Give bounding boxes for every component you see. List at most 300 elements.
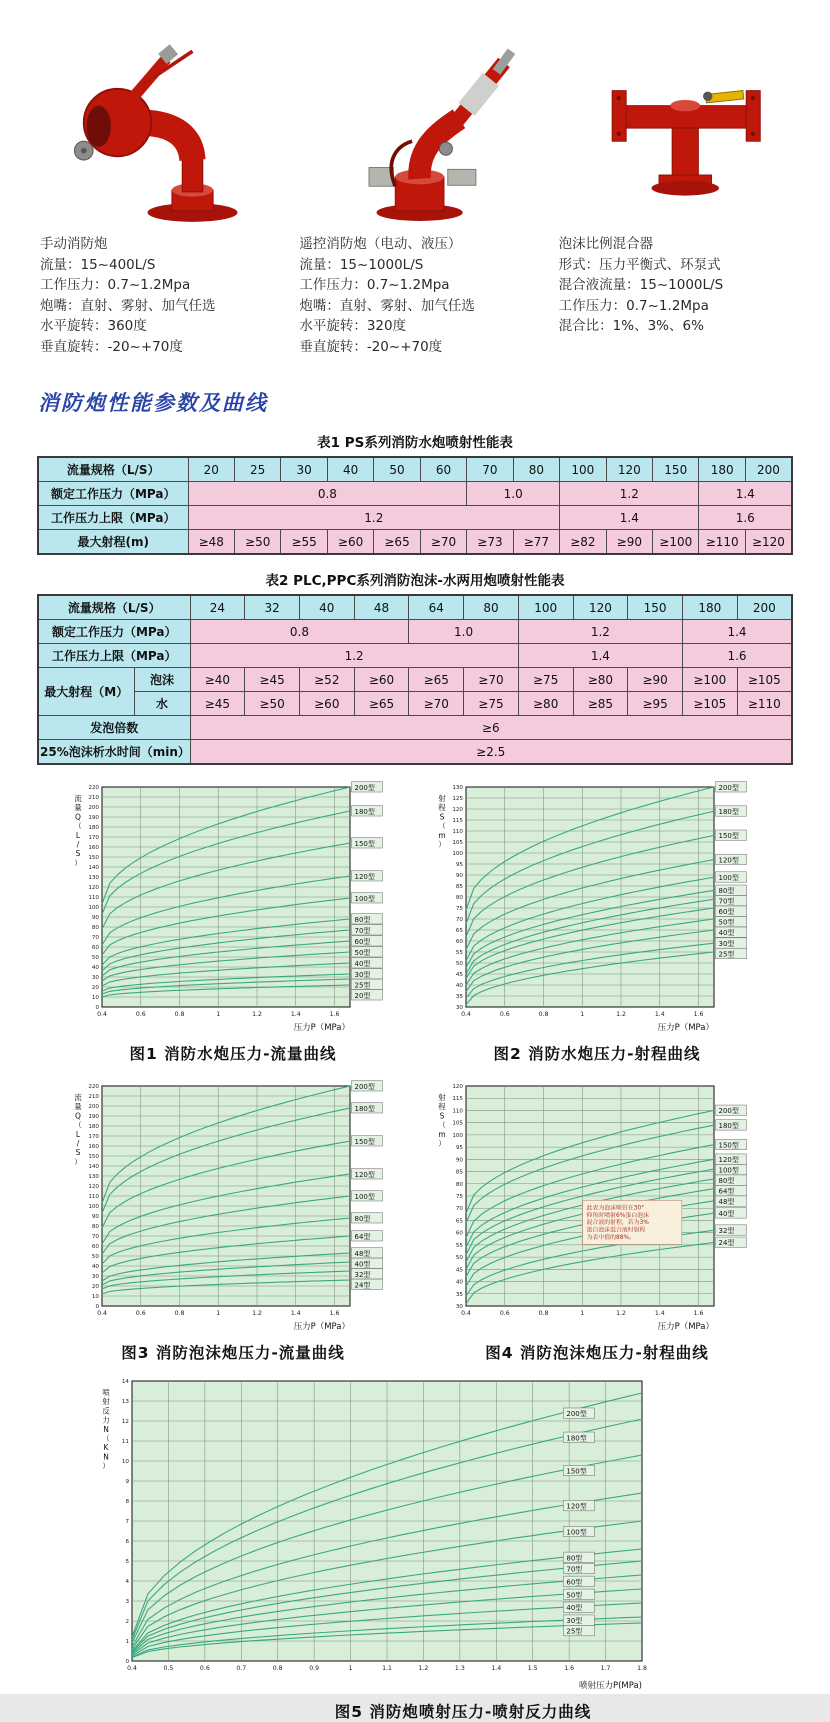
charts-row-1 <box>0 779 830 1064</box>
y-axis-title-char: L <box>75 830 81 840</box>
series-label: 30型 <box>718 940 735 949</box>
value-cell: ≥2.5 <box>190 740 792 765</box>
product-name: 遥控消防炮（电动、液压） <box>299 236 462 252</box>
y-tick-label: 20 <box>91 1284 99 1291</box>
product-spec-line: 流量：15~1000L/S <box>299 256 424 273</box>
series-label: 200型 <box>354 1082 375 1091</box>
value-cell: ≥48 <box>188 530 234 555</box>
y-tick-label: 220 <box>88 1084 99 1091</box>
series-label: 150型 <box>354 1137 375 1146</box>
series-label: 25型 <box>354 981 371 990</box>
series-label: 60型 <box>566 1578 583 1587</box>
series-label: 60型 <box>354 937 371 946</box>
value-cell: 32 <box>245 595 300 620</box>
x-tick-label: 1.2 <box>252 1310 262 1318</box>
y-tick-label: 30 <box>91 1274 99 1281</box>
chart-note-line: 仰角时喷射6%蛋白泡沫 <box>586 1212 649 1219</box>
product-spec-line: 形式：压力平衡式、环泵式 <box>558 256 721 273</box>
series-label: 150型 <box>718 832 739 841</box>
y-tick-label: 85 <box>455 1169 463 1176</box>
value-cell: ≥100 <box>682 668 737 692</box>
x-tick-label: 1.1 <box>382 1665 392 1673</box>
y-axis-title-char: Q <box>75 1111 81 1121</box>
table-row <box>38 482 792 506</box>
y-axis-title-char: ） <box>438 840 446 850</box>
x-tick-label: 1 <box>580 1011 585 1019</box>
product-spec-line: 炮嘴：直射、雾射、加气任选 <box>40 297 216 314</box>
value-cell: ≥70 <box>464 668 519 692</box>
water-monitor-performance-table <box>37 456 793 555</box>
y-tick-label: 3 <box>125 1599 129 1606</box>
y-axis-title-char: N <box>103 1452 109 1462</box>
y-axis-title-char: S <box>439 812 445 822</box>
y-tick-label: 5 <box>125 1559 129 1566</box>
x-tick-label: 1.6 <box>329 1310 340 1318</box>
value-cell: 64 <box>409 595 464 620</box>
y-tick-label: 115 <box>452 818 463 825</box>
y-tick-label: 40 <box>91 965 99 972</box>
series-label: 80型 <box>718 1177 735 1186</box>
value-cell: 100 <box>518 595 573 620</box>
fig3-caption: 图3 消防泡沫炮压力-流量曲线 <box>121 1344 345 1363</box>
value-cell: 120 <box>606 457 652 482</box>
x-tick-label: 1.2 <box>616 1011 626 1019</box>
series-label: 120型 <box>718 1156 739 1165</box>
fig2-plot <box>432 779 762 1037</box>
table-row <box>38 716 792 740</box>
value-cell: 180 <box>682 595 737 620</box>
remote-monitor-image <box>299 22 544 230</box>
x-tick-label: 1 <box>216 1310 221 1318</box>
series-label: 50型 <box>566 1591 583 1600</box>
value-cell: ≥105 <box>737 668 792 692</box>
series-label: 25型 <box>566 1627 583 1636</box>
x-tick-label: 1.5 <box>527 1665 538 1673</box>
y-tick-label: 200 <box>88 805 99 812</box>
x-tick-label: 0.8 <box>538 1310 549 1318</box>
x-tick-label: 1.8 <box>637 1665 647 1673</box>
x-tick-label: 0.6 <box>199 1665 210 1673</box>
row-label-cell: 25%泡沫析水时间（min） <box>38 740 190 765</box>
y-tick-label: 35 <box>455 994 463 1001</box>
value-cell: 48 <box>354 595 409 620</box>
y-tick-label: 75 <box>455 906 463 913</box>
product-spec-line: 工作压力：0.7~1.2Mpa <box>40 277 191 294</box>
y-axis-title-char: 流 <box>74 794 82 804</box>
value-cell: ≥82 <box>560 530 606 555</box>
series-label: 200型 <box>718 1107 739 1116</box>
series-label: 150型 <box>566 1467 587 1476</box>
series-label: 24型 <box>354 1281 371 1290</box>
y-axis-title-char: 量 <box>74 803 82 813</box>
y-tick-label: 80 <box>455 895 463 902</box>
y-tick-label: 70 <box>455 1206 463 1213</box>
y-tick-label: 110 <box>452 829 463 836</box>
x-axis-title: 喷射压力P(MPa) <box>578 1681 642 1692</box>
value-cell: ≥75 <box>464 692 519 716</box>
y-tick-label: 90 <box>91 1214 99 1221</box>
value-cell: ≥110 <box>699 530 745 555</box>
y-axis-title-char: 射 <box>438 1093 446 1103</box>
value-cell: ≥65 <box>409 668 464 692</box>
x-axis-title: 压力P（MPa） <box>293 1322 350 1333</box>
y-axis-title-char: S <box>75 849 81 859</box>
y-tick-label: 140 <box>88 865 99 872</box>
series-label: 70型 <box>718 897 735 906</box>
x-tick-label: 1 <box>580 1310 585 1318</box>
series-label: 30型 <box>566 1617 583 1626</box>
x-axis-title: 压力P（MPa） <box>657 1322 714 1333</box>
y-tick-label: 200 <box>88 1104 99 1111</box>
value-cell: 25 <box>234 457 280 482</box>
x-tick-label: 1.2 <box>252 1011 262 1019</box>
y-axis-title-char: 射 <box>438 794 446 804</box>
row-label-cell: 流量规格（L/S） <box>38 457 188 482</box>
value-cell: 0.8 <box>188 482 467 506</box>
value-cell: 120 <box>573 595 628 620</box>
value-cell: ≥45 <box>245 668 300 692</box>
fig4-plot <box>432 1078 762 1336</box>
value-cell: ≥70 <box>409 692 464 716</box>
table-row <box>38 506 792 530</box>
y-axis-title-char: 射 <box>102 1397 110 1407</box>
x-tick-label: 1.4 <box>290 1011 301 1019</box>
value-cell: ≥90 <box>606 530 652 555</box>
series-label: 120型 <box>566 1502 587 1511</box>
y-tick-label: 50 <box>91 1254 99 1261</box>
value-cell: ≥95 <box>628 692 683 716</box>
series-label: 100型 <box>354 1192 375 1201</box>
y-axis-title-char: ） <box>74 858 82 868</box>
y-tick-label: 90 <box>455 873 463 880</box>
product-foam-proportioner <box>559 22 804 357</box>
y-tick-label: 190 <box>88 1114 99 1121</box>
fig1-plot <box>68 779 398 1037</box>
value-cell: ≥45 <box>190 692 245 716</box>
value-cell: 80 <box>464 595 519 620</box>
manual-monitor-image <box>40 22 285 230</box>
series-label: 80型 <box>566 1554 583 1563</box>
y-axis-title-char: （ <box>102 1434 110 1444</box>
y-tick-label: 160 <box>88 845 99 852</box>
table-row <box>38 692 792 716</box>
y-axis-title-char: / <box>76 840 80 850</box>
product-spec-line: 工作压力：0.7~1.2Mpa <box>299 277 450 294</box>
series-label: 40型 <box>354 1260 371 1269</box>
y-axis-title-char: m <box>438 830 446 840</box>
fig5-caption: 图5 消防炮喷射压力-喷射反力曲线 <box>334 1703 592 1722</box>
y-tick-label: 210 <box>88 795 99 802</box>
value-cell: ≥55 <box>281 530 327 555</box>
table-row <box>38 740 792 765</box>
y-axis-title-char: S <box>75 1148 81 1158</box>
y-tick-label: 30 <box>91 975 99 982</box>
y-axis-title-char: Q <box>75 812 81 822</box>
y-tick-label: 65 <box>455 1218 463 1225</box>
y-axis-title-char: 程 <box>438 1102 446 1112</box>
series-label: 120型 <box>354 872 375 881</box>
value-cell: 80 <box>513 457 559 482</box>
value-cell: ≥120 <box>745 530 792 555</box>
row-label-cell: 额定工作压力（MPa） <box>38 620 190 644</box>
value-cell: ≥70 <box>420 530 466 555</box>
value-cell: 1.2 <box>518 620 682 644</box>
x-tick-label: 0.4 <box>461 1310 471 1318</box>
value-cell: 40 <box>327 457 373 482</box>
series-label: 24型 <box>718 1239 735 1248</box>
value-cell: 1.6 <box>682 644 792 668</box>
fig2-caption: 图2 消防水炮压力-射程曲线 <box>493 1045 701 1064</box>
y-tick-label: 80 <box>91 1224 99 1231</box>
product-specs <box>559 255 804 337</box>
value-cell: 70 <box>467 457 513 482</box>
series-label: 48型 <box>718 1198 735 1207</box>
series-label: 120型 <box>354 1170 375 1179</box>
product-spec-line: 混合比：1%、3%、6% <box>558 318 704 335</box>
value-cell: 1.4 <box>560 506 699 530</box>
series-label: 30型 <box>354 970 371 979</box>
y-axis-title-char: 量 <box>74 1102 82 1112</box>
product-specs <box>299 255 544 358</box>
value-cell: 50 <box>374 457 420 482</box>
value-cell: ≥50 <box>234 530 280 555</box>
table-row <box>38 595 792 620</box>
y-axis-title-char: ） <box>74 1157 82 1167</box>
x-axis-title: 压力P（MPa） <box>293 1023 350 1034</box>
row-label-cell: 工作压力上限（MPa） <box>38 506 188 530</box>
x-tick-label: 0.6 <box>499 1011 510 1019</box>
x-tick-label: 1.4 <box>654 1011 665 1019</box>
row-label-cell: 发泡倍数 <box>38 716 190 740</box>
y-tick-label: 30 <box>455 1304 463 1311</box>
y-tick-label: 70 <box>91 935 99 942</box>
series-label: 100型 <box>566 1528 587 1537</box>
value-cell: ≥100 <box>653 530 699 555</box>
y-tick-label: 115 <box>452 1096 463 1103</box>
y-tick-label: 55 <box>455 950 463 957</box>
y-tick-label: 125 <box>452 796 463 803</box>
y-tick-label: 2 <box>125 1619 129 1626</box>
product-manual-monitor <box>40 22 285 357</box>
x-tick-label: 0.5 <box>163 1665 174 1673</box>
y-axis-title-char: （ <box>438 1120 446 1130</box>
product-specs <box>40 255 285 358</box>
products-section <box>0 0 830 357</box>
value-cell: ≥90 <box>628 668 683 692</box>
y-tick-label: 40 <box>455 1279 463 1286</box>
y-tick-label: 10 <box>91 1294 99 1301</box>
x-tick-label: 0.7 <box>236 1665 247 1673</box>
series-label: 70型 <box>354 926 371 935</box>
value-cell: ≥60 <box>327 530 373 555</box>
y-tick-label: 50 <box>455 961 463 968</box>
table-row <box>38 644 792 668</box>
value-cell: ≥77 <box>513 530 559 555</box>
y-tick-label: 6 <box>125 1539 129 1546</box>
x-tick-label: 0.4 <box>97 1011 107 1019</box>
value-cell: ≥80 <box>518 692 573 716</box>
y-axis-title-char: S <box>439 1111 445 1121</box>
y-tick-label: 13 <box>121 1399 129 1406</box>
table2-title: 表2 PLC,PPC系列消防泡沫-水两用炮喷射性能表 <box>265 573 565 590</box>
y-tick-label: 120 <box>452 1084 463 1091</box>
series-label: 80型 <box>718 887 735 896</box>
table-row <box>38 620 792 644</box>
y-tick-label: 95 <box>455 1145 463 1152</box>
y-tick-label: 12 <box>121 1419 129 1426</box>
y-tick-label: 55 <box>455 1242 463 1249</box>
series-label: 180型 <box>566 1434 587 1443</box>
y-tick-label: 100 <box>452 1132 463 1139</box>
series-label: 20型 <box>354 991 371 1000</box>
product-spec-line: 流量：15~400L/S <box>40 256 156 273</box>
series-label: 25型 <box>718 950 735 959</box>
y-tick-label: 30 <box>455 1005 463 1012</box>
product-spec-line: 工作压力：0.7~1.2Mpa <box>558 297 709 314</box>
foam-proportioner-illustration <box>569 30 794 230</box>
y-axis-title-char: （ <box>438 821 446 831</box>
value-cell: 40 <box>299 595 354 620</box>
chart-note-line: 混合液的射程，若为3% <box>586 1220 649 1227</box>
product-name: 泡沫比例混合器 <box>558 236 654 252</box>
value-cell: 60 <box>420 457 466 482</box>
y-tick-label: 4 <box>125 1579 129 1586</box>
y-tick-label: 95 <box>455 862 463 869</box>
chart5-wrap <box>96 1373 830 1722</box>
product-spec-line: 水平旋转：360度 <box>40 318 147 335</box>
y-tick-label: 20 <box>91 985 99 992</box>
y-tick-label: 1 <box>125 1639 129 1646</box>
value-cell: 1.0 <box>409 620 518 644</box>
section-title: 消防炮性能参数及曲线 <box>38 391 268 416</box>
y-tick-label: 150 <box>88 1154 99 1161</box>
series-label: 180型 <box>354 1104 375 1113</box>
value-cell: 150 <box>653 457 699 482</box>
y-tick-label: 60 <box>91 945 99 952</box>
y-tick-label: 100 <box>452 851 463 858</box>
value-cell: 24 <box>190 595 245 620</box>
y-tick-label: 180 <box>88 825 99 832</box>
fig5-chart <box>96 1373 830 1722</box>
y-axis-title-char: K <box>103 1443 109 1453</box>
y-tick-label: 180 <box>88 1124 99 1131</box>
value-cell: 150 <box>628 595 683 620</box>
value-cell: ≥73 <box>467 530 513 555</box>
series-label: 200型 <box>354 783 375 792</box>
table-row <box>38 530 792 555</box>
y-axis-title-char: 喷 <box>102 1388 110 1398</box>
x-tick-label: 1.4 <box>491 1665 502 1673</box>
fig4-chart <box>432 1078 762 1363</box>
y-tick-label: 90 <box>455 1157 463 1164</box>
foam-water-monitor-performance-table <box>37 594 793 765</box>
y-tick-label: 80 <box>91 925 99 932</box>
y-tick-label: 130 <box>88 875 99 882</box>
y-axis-title-char: （ <box>74 1120 82 1130</box>
fig1-chart <box>68 779 398 1064</box>
value-cell: ≥52 <box>299 668 354 692</box>
chart-note-line: 此表为泡沫喷管在30° <box>586 1205 645 1212</box>
product-spec-line: 垂直旋转：-20~+70度 <box>299 338 443 355</box>
series-label: 32型 <box>718 1227 735 1236</box>
fig3-plot <box>68 1078 398 1336</box>
y-tick-label: 45 <box>455 972 463 979</box>
series-label: 180型 <box>354 807 375 816</box>
x-tick-label: 1.6 <box>329 1011 340 1019</box>
value-cell: 100 <box>560 457 606 482</box>
y-tick-label: 70 <box>455 917 463 924</box>
x-tick-label: 0.8 <box>272 1665 283 1673</box>
y-tick-label: 75 <box>455 1194 463 1201</box>
y-tick-label: 210 <box>88 1094 99 1101</box>
y-tick-label: 10 <box>91 995 99 1002</box>
x-tick-label: 0.6 <box>135 1011 146 1019</box>
y-tick-label: 60 <box>455 1230 463 1237</box>
product-remote-monitor <box>299 22 544 357</box>
value-cell: ≥65 <box>354 692 409 716</box>
series-label: 180型 <box>718 808 739 817</box>
x-tick-label: 0.6 <box>135 1310 146 1318</box>
y-tick-label: 45 <box>455 1267 463 1274</box>
y-tick-label: 160 <box>88 1144 99 1151</box>
remote-monitor-illustration <box>309 30 534 230</box>
series-label: 80型 <box>354 915 371 924</box>
series-label: 48型 <box>354 1249 371 1258</box>
value-cell: ≥75 <box>518 668 573 692</box>
y-tick-label: 140 <box>88 1164 99 1171</box>
value-cell: ≥110 <box>737 692 792 716</box>
y-tick-label: 0 <box>95 1005 99 1012</box>
series-label: 120型 <box>718 856 739 865</box>
product-spec-line: 炮嘴：直射、雾射、加气任选 <box>299 297 475 314</box>
row-label-cell: 最大射程（M） <box>38 668 134 716</box>
row-label-cell: 泡沫 <box>134 668 190 692</box>
value-cell: 30 <box>281 457 327 482</box>
x-tick-label: 0.8 <box>538 1011 549 1019</box>
y-axis-title-char: / <box>76 1139 80 1149</box>
y-tick-label: 65 <box>455 928 463 935</box>
row-label-cell: 最大射程(m) <box>38 530 188 555</box>
value-cell: 1.2 <box>188 506 560 530</box>
y-tick-label: 120 <box>88 885 99 892</box>
y-axis-title-char: ） <box>102 1461 110 1471</box>
x-tick-label: 0.4 <box>127 1665 137 1673</box>
y-tick-label: 50 <box>91 955 99 962</box>
value-cell: 1.2 <box>560 482 699 506</box>
value-cell: ≥80 <box>573 668 628 692</box>
y-tick-label: 100 <box>88 905 99 912</box>
y-tick-label: 100 <box>88 1204 99 1211</box>
x-tick-label: 1 <box>216 1011 221 1019</box>
y-tick-label: 9 <box>125 1479 129 1486</box>
series-label: 200型 <box>718 783 739 792</box>
y-tick-label: 60 <box>91 1244 99 1251</box>
value-cell: 180 <box>699 457 745 482</box>
value-cell: 1.4 <box>518 644 682 668</box>
y-axis-title-char: N <box>103 1424 109 1434</box>
y-tick-label: 130 <box>452 785 463 792</box>
y-axis-title-char: m <box>438 1129 446 1139</box>
y-tick-label: 220 <box>88 785 99 792</box>
y-tick-label: 170 <box>88 1134 99 1141</box>
x-tick-label: 1.6 <box>693 1011 704 1019</box>
series-label: 180型 <box>718 1122 739 1131</box>
value-cell: 200 <box>745 457 792 482</box>
value-cell: ≥60 <box>354 668 409 692</box>
series-label: 200型 <box>566 1410 587 1419</box>
y-tick-label: 90 <box>91 915 99 922</box>
row-label-cell: 水 <box>134 692 190 716</box>
